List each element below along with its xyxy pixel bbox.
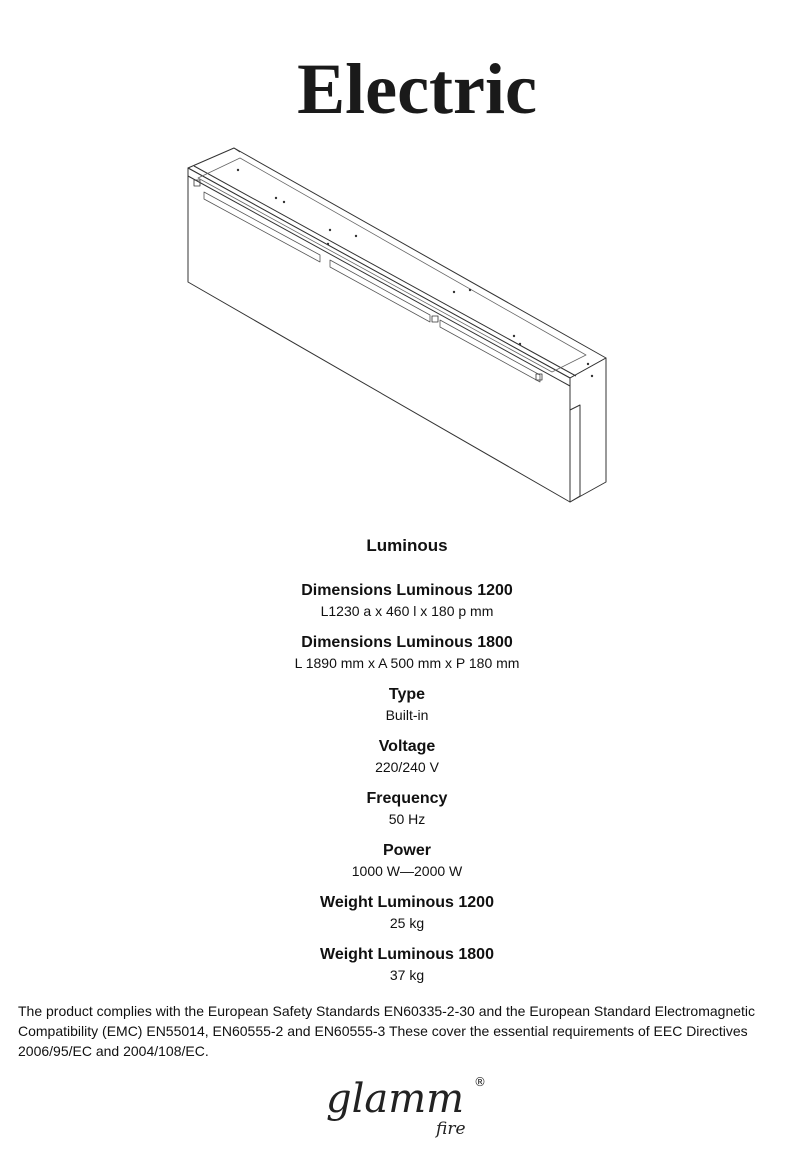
spec-item <box>0 840 808 892</box>
logo-sub: fire <box>436 1119 466 1139</box>
spec-item <box>0 736 808 788</box>
spec-value: Built-in <box>385 707 429 723</box>
fireplace-drawing-icon <box>180 140 620 510</box>
spec-label: Power <box>382 842 431 859</box>
compliance-text: The product complies with the European Safety Standards EN60335-2-30 and the European Standard Electromagnetic Compatibility (EMC) EN55014, EN60555-2 and EN60555-3 These cover the essential requirements of EEC Directives 2006/95/EC and 2004/108/EC. <box>18 1003 756 1059</box>
spec-label: Type <box>388 686 426 703</box>
spec-label: Weight Luminous 1200 <box>320 894 494 911</box>
product-name: Luminous <box>366 536 448 555</box>
spec-item <box>0 944 808 996</box>
spec-label: Dimensions Luminous 1200 <box>301 582 513 599</box>
spec-value: 50 Hz <box>388 811 426 827</box>
spec-item <box>0 684 808 736</box>
spec-label: Voltage <box>378 738 436 755</box>
spec-list <box>0 580 808 996</box>
spec-value: 220/240 V <box>375 759 439 775</box>
spec-value: L1230 a x 460 l x 180 p mm <box>320 603 494 619</box>
spec-item <box>0 632 808 684</box>
spec-item <box>0 580 808 632</box>
registered-mark: ® <box>474 1075 486 1089</box>
spec-label: Frequency <box>366 790 448 807</box>
glamm-fire-logo <box>316 1068 496 1148</box>
spec-item <box>0 892 808 944</box>
page-title: Electric <box>297 49 537 129</box>
spec-value: L 1890 mm x A 500 mm x P 180 mm <box>294 655 520 671</box>
spec-value: 25 kg <box>389 915 425 931</box>
spec-label: Weight Luminous 1800 <box>320 946 494 963</box>
spec-value: 1000 W—2000 W <box>351 863 463 879</box>
spec-label: Dimensions Luminous 1800 <box>301 634 513 651</box>
spec-item <box>0 788 808 840</box>
logo-brand: glamm <box>326 1076 465 1122</box>
spec-value: 37 kg <box>389 967 425 983</box>
